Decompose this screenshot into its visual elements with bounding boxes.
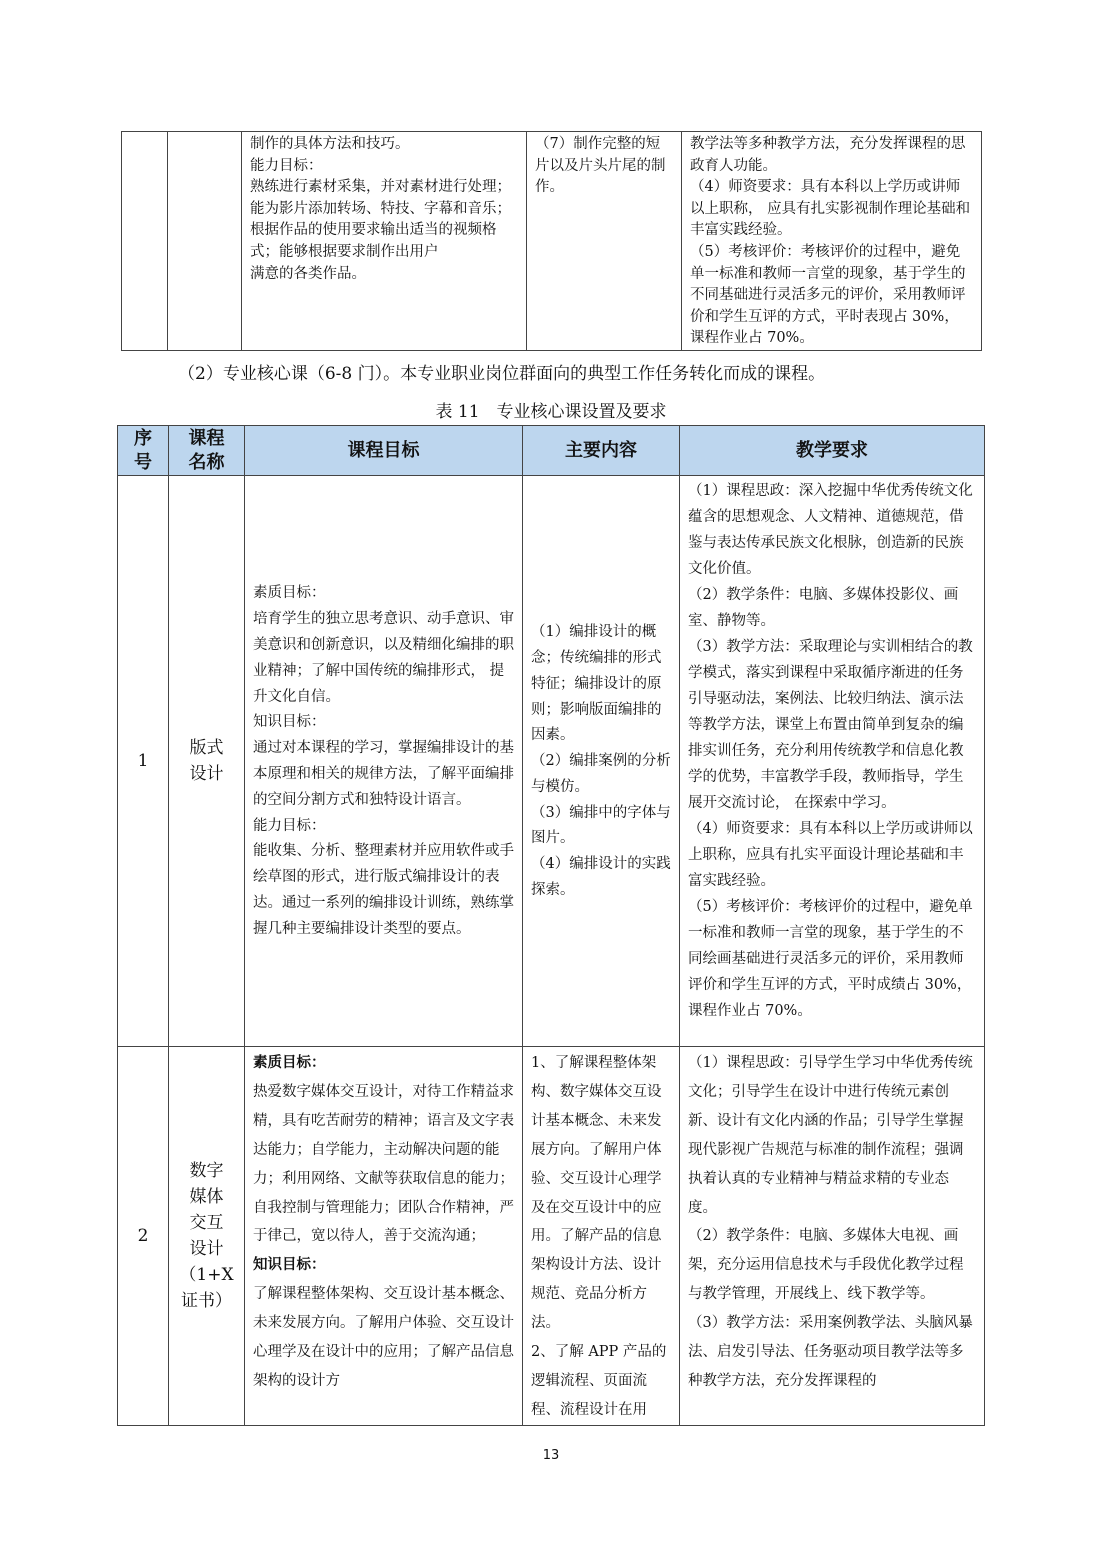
table-row bbox=[118, 1047, 985, 1426]
table-row bbox=[118, 476, 985, 1047]
content-cell: （7）制作完整的短片以及片头片尾的制作。 bbox=[527, 132, 682, 351]
course-name-cell bbox=[168, 132, 242, 351]
goals-text-knowledge: 了解课程整体架构、交互设计基本概念、未来发展方向。了解用户体验、交互设计心理学及在设计中的应用；了解产品信息架构的设计方 bbox=[253, 1286, 514, 1389]
header-course-name: 课程 名称 bbox=[169, 426, 245, 476]
goals-label-knowledge: 知识目标： bbox=[253, 1257, 326, 1274]
page-number: 13 bbox=[542, 1448, 560, 1463]
table-row bbox=[122, 132, 982, 351]
row-content: （1）编排设计的概念；传统编排的形式特征；编排设计的原则；影响版面编排的因素。 （2）编排案例的分析与模仿。 （3）编排中的字体与图片。 （4）编排设计的实践探索。 bbox=[523, 476, 680, 1047]
row-goals bbox=[245, 1047, 523, 1426]
goals-label-quality: 素质目标： bbox=[253, 1055, 326, 1071]
header-index: 序 号 bbox=[118, 426, 169, 476]
core-course-table bbox=[117, 425, 985, 1426]
row-index: 2 bbox=[118, 1047, 169, 1426]
row-content: 1、了解课程整体架构、数字媒体交互设计基本概念、未来发展方向。了解用户体验、交互设计心理学及在交互设计中的应用。了解产品的信息架构设计方法、设计规范、竞品分析方法。 2、了解 APP 产品的逻辑流程、页面流程、流程设计在用 bbox=[523, 1047, 680, 1426]
table-caption: 表 11 专业核心课设置及要求 bbox=[435, 402, 667, 422]
requirements-cell: 教学法等多种教学方法，充分发挥课程的思政育人功能。 （4）师资要求：具有本科以上学历或讲师以上职称， 应具有扎实影视制作理论基础和丰富实践经验。 （5）考核评价：考核评价的过程中，避免单一标准和教师一言堂的现象，基于学生的不同基础进行灵活多元的评价，采用教师评价和学生互评的方式，平时表现占 30%，课程作业占 70%。 bbox=[682, 132, 982, 351]
row-requirements: （1）课程思政：深入挖掘中华优秀传统文化蕴含的思想观念、人文精神、道德规范，借鉴与表达传承民族文化根脉，创造新的民族文化价值。 （2）教学条件：电脑、多媒体投影仪、画室、静物等。 （3）教学方法：采取理论与实训相结合的教学模式，落实到课程中采取循序渐进的任务引导驱动法，案例法、比较归纳法、演示法等教学方法，课堂上布置由简单到复杂的编排实训任务，充分利用传统教学和信息化教学的优势，丰富教学手段，教师指导，学生展开交流讨论， 在探索中学习。 （4）师资要求：具有本科以上学历或讲师以上职称，应具有扎实平面设计理论基础和丰富实践经验。 （5）考核评价：考核评价的过程中，避免单一标准和教师一言堂的现象，基于学生的不同绘画基础进行灵活多元的评价，采用教师评价和学生互评的方式，平时成绩占 30%， 课程作业占 70%。 bbox=[680, 476, 985, 1047]
row-requirements: （1）课程思政：引导学生学习中华优秀传统文化；引导学生在设计中进行传统元素创新、设计有文化内涵的作品；引导学生掌握现代影视广告规范与标准的制作流程；强调执着认真的专业精神与精益求精的专业态度。 （2）教学条件：电脑、多媒体大电视、画架，充分运用信息技术与手段优化教学过程与教学管理，开展线上、线下教学等。 （3）教学方法：采用案例教学法、头脑风暴法、启发引导法、任务驱动项目教学法等多种教学方法，充分发挥课程的 bbox=[680, 1047, 985, 1426]
row-course-name: 版式 设计 bbox=[169, 476, 245, 1047]
header-content: 主要内容 bbox=[523, 426, 680, 476]
header-goals: 课程目标 bbox=[245, 426, 523, 476]
header-requirements: 教学要求 bbox=[680, 426, 985, 476]
row-index: 1 bbox=[118, 476, 169, 1047]
goals-text-quality: 热爱数字媒体交互设计，对待工作精益求精，具有吃苦耐劳的精神；语言及文字表达能力；自学能力，主动解决问题的能力；利用网络、文献等获取信息的能力；自我控制与管理能力；团队合作精神，严于律己，宽以待人，善于交流沟通； bbox=[253, 1083, 514, 1245]
goals-cell: 制作的具体方法和技巧。 能力目标： 熟练进行素材采集，并对素材进行处理；能为影片添加转场、特技、字幕和音乐；根据作品的使用要求输出适当的视频格式；能够根据要求制作出用户 满意的各类作品。 bbox=[242, 132, 527, 351]
continued-course-table bbox=[121, 131, 982, 351]
index-cell bbox=[122, 132, 168, 351]
row-course-name: 数字 媒体 交互 设计 （1+X 证书） bbox=[169, 1047, 245, 1426]
row-goals: 素质目标： 培育学生的独立思考意识、动手意识、审美意识和创新意识，以及精细化编排的职业精神；了解中国传统的编排形式， 提升文化自信。 知识目标： 通过对本课程的学习，掌握编排设计的基本原理和相关的规律方法，了解平面编排的空间分割方式和独特设计语言。 能力目标： 能收集、分析、整理素材并应用软件或手绘草图的形式，进行版式编排设计的表达。通过一系列的编排设计训练，熟练掌握几种主要编排设计类型的要点。 bbox=[245, 476, 523, 1047]
section-paragraph: （2）专业核心课（6-8 门）。本专业职业岗位群面向的典型工作任务转化而成的课程。 bbox=[178, 364, 826, 384]
table-header-row bbox=[118, 426, 985, 476]
